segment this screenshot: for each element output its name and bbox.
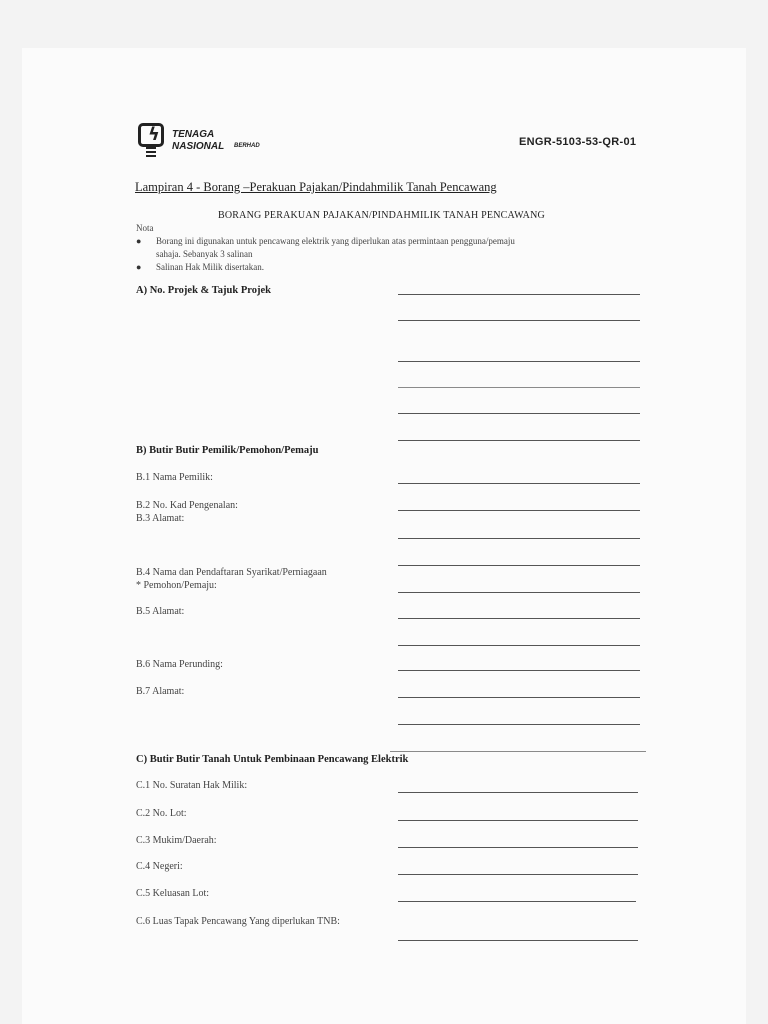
project-line-2[interactable] xyxy=(398,320,640,321)
b4-label-line-2: * Pemohon/Pemaju: xyxy=(136,580,217,591)
section-c-rule xyxy=(390,751,646,752)
appendix-title: Lampiran 4 - Borang –Perakuan Pajakan/Pindahmilik Tanah Pencawang xyxy=(135,180,497,194)
b7-label: B.7 Alamat: xyxy=(136,686,185,697)
bullet-marker: ● xyxy=(136,262,142,272)
b1-line[interactable] xyxy=(398,483,640,484)
project-line-5[interactable] xyxy=(398,413,640,414)
bullet-marker: ● xyxy=(136,236,142,246)
section-a-title: A) No. Projek & Tajuk Projek xyxy=(136,285,271,296)
section-c-title: C) Butir Butir Tanah Untuk Pembinaan Pencawang Elektrik xyxy=(136,754,409,765)
b3-line-1[interactable] xyxy=(398,538,640,539)
project-line-6[interactable] xyxy=(398,440,640,441)
tnb-logo xyxy=(134,123,304,159)
b4-line[interactable] xyxy=(398,592,640,593)
c5-label: C.5 Keluasan Lot: xyxy=(136,888,210,899)
b6-line[interactable] xyxy=(398,670,640,671)
logo-text-line1: TENAGA xyxy=(172,129,215,140)
b6-label: B.6 Nama Perunding: xyxy=(136,659,223,670)
logo-text-line3: BERHAD xyxy=(234,143,260,149)
c2-line[interactable] xyxy=(398,820,638,821)
note-bullet-1-line-1: Borang ini digunakan untuk pencawang elektrik yang diperlukan atas permintaan pengguna/pemaju xyxy=(156,236,515,246)
note-bullet-2: Salinan Hak Milik disertakan. xyxy=(156,262,264,272)
c3-line[interactable] xyxy=(398,847,638,848)
c1-label: C.1 No. Suratan Hak Milik: xyxy=(136,780,248,791)
b5-line-1[interactable] xyxy=(398,618,640,619)
b1-label: B.1 Nama Pemilik: xyxy=(136,472,213,483)
c6-line[interactable] xyxy=(398,940,638,941)
b2-line[interactable] xyxy=(398,510,640,511)
section-b-title: B) Butir Butir Pemilik/Pemohon/Pemaju xyxy=(136,445,319,456)
c1-line[interactable] xyxy=(398,792,638,793)
c4-label: C.4 Negeri: xyxy=(136,861,183,872)
b7-line-2[interactable] xyxy=(398,724,640,725)
c2-label: C.2 No. Lot: xyxy=(136,808,187,819)
project-line-4[interactable] xyxy=(398,387,640,388)
b7-line-1[interactable] xyxy=(398,697,640,698)
project-line-3[interactable] xyxy=(398,361,640,362)
project-line-1[interactable] xyxy=(398,294,640,295)
b5-label: B.5 Alamat: xyxy=(136,606,185,617)
b5-line-2[interactable] xyxy=(398,645,640,646)
b3-label: B.3 Alamat: xyxy=(136,513,185,524)
lightning-logo-icon: ϟ xyxy=(138,123,164,147)
form-title: BORANG PERAKUAN PAJAKAN/PINDAHMILIK TANAH PENCAWANG xyxy=(218,210,545,221)
b4-label-line-1: B.4 Nama dan Pendaftaran Syarikat/Perniagaan xyxy=(136,567,327,578)
c4-line[interactable] xyxy=(398,874,638,875)
note-bullet-1-line-2: sahaja. Sebanyak 3 salinan xyxy=(156,249,253,259)
document-code: ENGR-5103-53-QR-01 xyxy=(519,136,637,148)
b2-label: B.2 No. Kad Pengenalan: xyxy=(136,500,238,511)
note-label: Nota xyxy=(136,223,154,233)
logo-text-line2: NASIONAL xyxy=(172,141,225,152)
c5-line[interactable] xyxy=(398,901,636,902)
c3-label: C.3 Mukim/Daerah: xyxy=(136,835,217,846)
c6-label: C.6 Luas Tapak Pencawang Yang diperlukan TNB: xyxy=(136,916,340,927)
b3-line-2[interactable] xyxy=(398,565,640,566)
